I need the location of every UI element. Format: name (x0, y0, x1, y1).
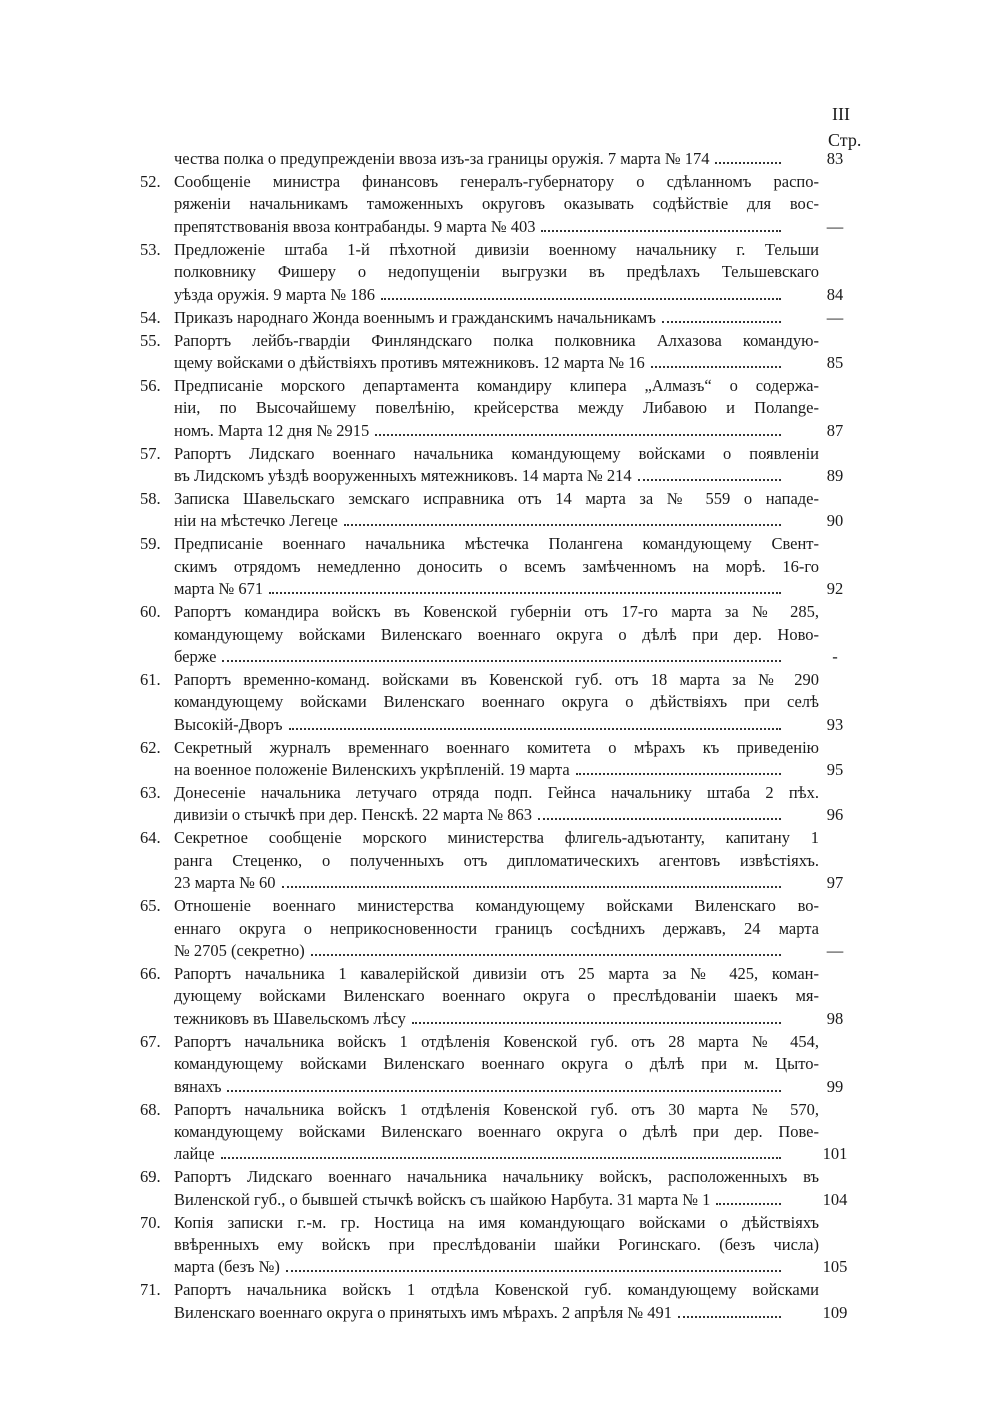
entry-text: Высокій-Дворъ (174, 714, 283, 734)
toc-line (140, 443, 860, 465)
toc-line (140, 1212, 860, 1234)
entry-text: Рапортъ начальника 1 кавалерійской дивизіи отъ 25 марта за № 425, коман- (174, 963, 819, 983)
toc-line (140, 1099, 860, 1121)
entry-number: 58. (140, 489, 161, 509)
toc-entry (140, 148, 860, 170)
page-reference: 101 (822, 1144, 848, 1164)
entry-number: 64. (140, 828, 161, 848)
entry-text: Предписаніе морского департамента командиру клипера „Алмазъ“ о содержа- (174, 375, 819, 395)
entry-text: ряженіи начальникамъ таможенныхъ округовъ оказывать содѣйствіе для вос- (174, 194, 819, 214)
entry-text: Рапортъ начальника войскъ 1 отдѣла Ковенской губ. командующему войсками (174, 1280, 819, 1300)
toc-line (140, 963, 860, 985)
page-reference: - (832, 646, 838, 666)
page-reference: 105 (822, 1257, 848, 1277)
entry-text: Виленскаго военнаго округа о принятыхъ имъ мѣрахъ. 2 апрѣля № 491 (174, 1302, 672, 1322)
toc-entry (140, 1279, 860, 1324)
entry-text: дующему войсками Виленскаго военнаго округа о преслѣдованіи шаекъ мя- (174, 986, 819, 1006)
page-reference: — (826, 940, 844, 960)
entry-text: Предписаніе военнаго начальника мѣстечка Полангена командующему Свент- (174, 534, 819, 554)
toc-entry (140, 827, 860, 894)
toc-line (140, 1053, 860, 1075)
toc-entry (140, 963, 860, 1030)
page-reference: 109 (822, 1302, 848, 1322)
entry-number: 66. (140, 963, 161, 983)
toc-line (140, 624, 860, 646)
entry-text: марта № 671 (174, 579, 264, 599)
page-reference: 92 (826, 579, 844, 599)
toc-entry (140, 533, 860, 600)
toc-line (140, 148, 860, 170)
entry-text: командующему войсками Виленскаго военнаго округа о дѣйствіяхъ при селѣ (174, 692, 819, 712)
entry-text: Рапортъ начальника войскъ 1 отдѣленія Ковенской губ. отъ 28 марта № 454, (174, 1031, 819, 1051)
toc-line (140, 578, 860, 600)
entry-text: ніи, по Высочайшему повелѣнію, крейсерства между Либавою и Полange- (174, 398, 819, 418)
entry-number: 68. (140, 1099, 161, 1119)
toc-line (140, 759, 860, 781)
entry-text: скимъ отрядомъ немедленно доносить о всемъ замѣченномъ на морѣ. 16-го (174, 556, 819, 576)
toc-line (140, 872, 860, 894)
toc-line (140, 420, 860, 442)
entry-text: Секретный журналъ временнаго военнаго комитета о мѣрахъ къ приведенію (174, 737, 819, 757)
toc-entry (140, 895, 860, 962)
dot-leader (412, 1022, 781, 1024)
page-reference: 97 (826, 873, 844, 893)
dot-leader (538, 818, 781, 820)
toc-line (140, 352, 860, 374)
page-reference: 98 (826, 1008, 844, 1028)
page-reference: 83 (826, 149, 844, 168)
toc-line (140, 782, 860, 804)
toc-line (140, 714, 860, 736)
entry-text: Копія записки г.-м. гр. Ностица на имя командующаго войсками о дѣйствіяхъ (174, 1212, 819, 1232)
toc-entry (140, 1031, 860, 1098)
toc-line (140, 804, 860, 826)
toc-entry (140, 669, 860, 736)
toc-line (140, 556, 860, 578)
dot-leader (221, 1157, 781, 1159)
dot-leader (222, 660, 781, 662)
toc-line (140, 737, 860, 759)
page-reference: 90 (826, 511, 844, 531)
entry-number: 62. (140, 737, 161, 757)
entry-text: Рапортъ Лидскаго военнаго начальника командующему войсками о появленіи (174, 443, 819, 463)
entry-text: ніи на мѣстечко Легеце (174, 511, 338, 531)
entry-text: вянахъ (174, 1076, 222, 1096)
entry-text: Сообщеніе министра финансовъ генералъ-губернатору о сдѣланномъ распо- (174, 171, 819, 191)
toc-line (140, 691, 860, 713)
entry-text: лайце (174, 1144, 215, 1164)
toc-line (140, 193, 860, 215)
dot-leader (716, 1203, 781, 1205)
entry-text: Донесеніе начальника летучаго отряда подп. Гейнса начальнику штаба 2 пѣх. (174, 783, 819, 803)
toc-line (140, 216, 860, 238)
entry-text: Рапортъ временно-команд. войсками въ Ковенской губ. отъ 18 марта за № 290 (174, 669, 819, 689)
toc-line (140, 1008, 860, 1030)
toc-entry (140, 239, 860, 306)
entry-text: Рапортъ лейбъ-гвардіи Финляндскаго полка полковника Алхазова командую- (174, 330, 819, 350)
toc-line (140, 375, 860, 397)
entry-text: Рапортъ начальника войскъ 1 отдѣленія Ковенской губ. отъ 30 марта № 570, (174, 1099, 819, 1119)
entry-text: командующему войсками Виленскаго военнаго округа о дѣлѣ при дер. Пове- (174, 1121, 819, 1141)
dot-leader (662, 321, 781, 323)
entry-text: полковнику Фишеру о недопущеніи выгрузки въ предѣлахъ Тельшевскаго (174, 262, 819, 282)
toc-entry (140, 488, 860, 533)
entry-number: 61. (140, 669, 161, 689)
entry-text: командующему войсками Виленскаго военнаго округа о дѣлѣ при дер. Ново- (174, 624, 819, 644)
toc-line (140, 1256, 860, 1278)
toc-entry (140, 1099, 860, 1166)
toc-line (140, 1166, 860, 1188)
dot-leader (715, 162, 781, 164)
entry-number: 55. (140, 330, 161, 350)
toc-line (140, 1143, 860, 1165)
entry-number: 53. (140, 239, 161, 259)
toc-line (140, 827, 860, 849)
toc-line (140, 307, 860, 329)
dot-leader (541, 230, 781, 232)
toc-line (140, 261, 860, 283)
page-reference: — (826, 307, 844, 327)
toc-entry (140, 601, 860, 668)
entry-text: Записка Шавельскаго земскаго исправника отъ 14 марта за № 559 о нападе- (174, 489, 819, 509)
entry-number: 63. (140, 783, 161, 803)
table-of-contents (140, 148, 860, 1325)
toc-line (140, 533, 860, 555)
dot-leader (311, 954, 781, 956)
entry-text: щему войсками о дѣйствіяхъ противъ мятежниковъ. 12 марта № 16 (174, 352, 645, 372)
toc-line (140, 850, 860, 872)
toc-line (140, 1121, 860, 1143)
entry-number: 67. (140, 1031, 161, 1051)
entry-number: 56. (140, 375, 161, 395)
toc-line (140, 1234, 860, 1256)
entry-text: Рапортъ Лидскаго военнаго начальника начальнику войскъ, расположенныхъ въ (174, 1167, 819, 1187)
toc-line (140, 1189, 860, 1211)
toc-entry (140, 1166, 860, 1211)
entry-text: Секретное сообщеніе морского министерства флигель-адъютанту, капитану 1 (174, 828, 819, 848)
dot-leader (282, 886, 781, 888)
entry-number: 52. (140, 171, 161, 191)
dot-leader (381, 298, 781, 300)
toc-entry (140, 171, 860, 238)
toc-line (140, 1302, 860, 1324)
entry-text: препятствованія ввоза контрабанды. 9 марта № 403 (174, 216, 536, 236)
entry-text: командующему войсками Виленскаго военнаго округа о дѣлѣ при м. Цыто- (174, 1054, 819, 1074)
page-reference: — (826, 216, 844, 236)
dot-leader (269, 592, 781, 594)
entry-text: Рапортъ командира войскъ въ Ковенской губерніи отъ 17-го марта за № 285, (174, 602, 819, 622)
entry-text: бержe (174, 646, 217, 666)
page-reference: 85 (826, 352, 844, 372)
entry-text: Приказъ народнаго Жонда военнымъ и гражданскимъ начальникамъ (174, 307, 656, 327)
page-reference: 89 (826, 466, 844, 486)
dot-leader (638, 479, 781, 481)
toc-line (140, 1031, 860, 1053)
dot-leader (286, 1270, 781, 1272)
toc-line (140, 397, 860, 419)
toc-line (140, 1076, 860, 1098)
toc-entry (140, 737, 860, 782)
toc-line (140, 488, 860, 510)
toc-entry (140, 307, 860, 329)
entry-text: еннаго округа о неприкосновенности границъ сосѣднихъ державъ, 24 марта (174, 918, 819, 938)
toc-line (140, 895, 860, 917)
page-reference: 87 (826, 420, 844, 440)
entry-text: на военное положеніе Виленскихъ укрѣпленій. 19 марта (174, 760, 570, 780)
dot-leader (375, 434, 781, 436)
page-reference: 99 (826, 1076, 844, 1096)
toc-entry (140, 443, 860, 488)
entry-text: ранга Стеценко, о полученныхъ отъ дипломатическихъ агентовъ извѣстіяхъ. (174, 850, 819, 870)
dot-leader (344, 524, 781, 526)
entry-number: 60. (140, 602, 161, 622)
entry-number: 59. (140, 534, 161, 554)
entry-text: марта (безъ №) (174, 1257, 280, 1277)
entry-number: 70. (140, 1212, 161, 1232)
entry-text: Виленской губ., о бывшей стычкѣ войскъ съ шайкою Нарбута. 31 марта № 1 (174, 1189, 711, 1209)
page-column-label: Стр. (828, 130, 862, 150)
toc-line (140, 940, 860, 962)
page-number: III (832, 104, 850, 124)
entry-text: чества полка о предупрежденіи ввоза изъ-за границы оружія. 7 марта № 174 (174, 149, 710, 168)
entry-text: дивизіи о стычкѣ при дер. Пенскѣ. 22 марта № 863 (174, 805, 532, 825)
toc-line (140, 985, 860, 1007)
toc-line (140, 465, 860, 487)
toc-entry (140, 330, 860, 375)
entry-text: Предложеніе штаба 1-й пѣхотной дивизіи военному начальнику г. Тельши (174, 239, 819, 259)
toc-line (140, 330, 860, 352)
entry-text: въ Лидскомъ уѣздѣ вооруженныхъ мятежниковъ. 14 марта № 214 (174, 466, 632, 486)
toc-line (140, 284, 860, 306)
entry-number: 71. (140, 1280, 161, 1300)
entry-text: ввѣренныхъ ему войскъ при преслѣдованіи шайки Рогинскаго. (безъ числа) (174, 1235, 819, 1255)
toc-line (140, 601, 860, 623)
entry-number: 65. (140, 896, 161, 916)
page-reference: 96 (826, 805, 844, 825)
dot-leader (576, 773, 781, 775)
entry-text: уѣзда оружія. 9 марта № 186 (174, 284, 375, 304)
page-reference: 84 (826, 284, 844, 304)
toc-line (140, 1279, 860, 1301)
entry-text: № 2705 (секретно) (174, 940, 305, 960)
toc-line (140, 918, 860, 940)
dot-leader (678, 1316, 781, 1318)
dot-leader (651, 366, 781, 368)
toc-line (140, 669, 860, 691)
toc-entry (140, 782, 860, 827)
entry-number: 54. (140, 307, 161, 327)
toc-entry (140, 1212, 860, 1279)
page-reference: 104 (822, 1189, 848, 1209)
toc-line (140, 171, 860, 193)
toc-line (140, 239, 860, 261)
toc-line (140, 510, 860, 532)
entry-text: Отношеніе военнаго министерства командующему войсками Виленскаго во- (174, 896, 819, 916)
entry-number: 57. (140, 443, 161, 463)
dot-leader (289, 728, 781, 730)
entry-text: 23 марта № 60 (174, 873, 276, 893)
page-reference: 95 (826, 760, 844, 780)
toc-line (140, 646, 860, 668)
toc-entry (140, 375, 860, 442)
dot-leader (227, 1090, 781, 1092)
entry-number: 69. (140, 1167, 161, 1187)
entry-text: номъ. Марта 12 дня № 2915 (174, 420, 370, 440)
entry-text: тежниковъ въ Шавельскомъ лѣсу (174, 1008, 406, 1028)
page-reference: 93 (826, 714, 844, 734)
